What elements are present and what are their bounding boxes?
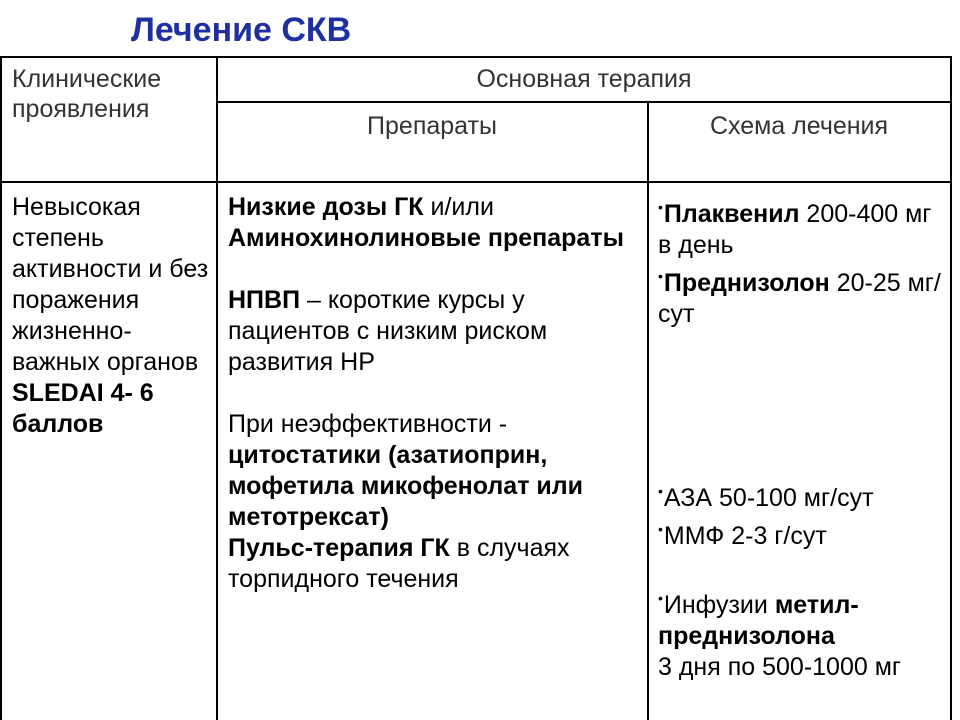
bullet-icon: • <box>658 199 663 215</box>
scheme-item-plaquenil <box>658 192 946 261</box>
scheme-item-mmf <box>658 514 946 552</box>
header-sub-divider <box>216 101 952 103</box>
header-therapy: Основная терапия <box>476 65 692 93</box>
table-right-border <box>950 56 952 720</box>
page-title: Лечение СКВ <box>131 11 352 49</box>
low-dose-gk: Низкие дозы ГК <box>228 193 424 221</box>
bullet-icon: • <box>658 268 663 284</box>
pulse-therapy-text: в случаях торпидного течения <box>228 534 570 593</box>
bullet-icon: • <box>658 521 663 537</box>
header-drugs: Препараты <box>367 112 497 140</box>
scheme-item-infusion <box>658 583 946 652</box>
clinical-text: Невысокая степень активности и без поражения жизненно-важных органов <box>12 193 209 376</box>
infusion-dose: 3 дня по 500-1000 мг <box>658 653 902 681</box>
bullet-icon: • <box>658 590 663 606</box>
aza-dose: АЗА 50-100 мг/сут <box>663 484 874 512</box>
mmf-dose: ММФ 2-3 г/сут <box>663 522 827 550</box>
nsaid-label: НПВП <box>228 286 301 314</box>
column-divider-2 <box>647 101 649 720</box>
header-scheme: Схема лечения <box>709 112 889 140</box>
plaquenil-dose: 200-400 мг в день <box>658 200 932 259</box>
plaquenil-label: Плаквенил <box>663 200 800 228</box>
drugs-para-2 <box>228 285 642 378</box>
nsaid-text: – короткие курсы у пациентов с низким риском развития НР <box>228 286 548 376</box>
methylprednisolone-label: метил-преднизолона <box>658 591 859 650</box>
table-left-border <box>0 56 2 720</box>
aminoquinoline-drugs: Аминохинолиновые препараты <box>228 224 624 252</box>
prednisolone-label: Преднизолон <box>663 269 830 297</box>
drugs-cell <box>228 192 642 595</box>
scheme-cell-top <box>658 192 946 330</box>
infusion-label: Инфузии <box>663 591 775 619</box>
prednisolone-dose: 20-25 мг/сут <box>658 269 941 328</box>
header-bottom-border <box>0 181 952 183</box>
sledai-score: SLEDAI 4- 6 баллов <box>12 379 154 438</box>
and-or-text: и/или <box>423 193 494 221</box>
drugs-para-1 <box>228 192 642 254</box>
table-top-border <box>0 56 952 58</box>
pulse-therapy-label: Пульс-терапия ГК <box>228 534 450 562</box>
inefficiency-text: При неэффективности - <box>228 410 508 438</box>
scheme-item-prednisolone <box>658 261 946 330</box>
column-divider-1 <box>216 56 218 720</box>
scheme-item-aza <box>658 476 946 514</box>
drugs-para-4 <box>228 533 642 595</box>
bullet-icon: • <box>658 483 663 499</box>
drugs-para-3 <box>228 409 642 533</box>
clinical-cell <box>12 192 210 440</box>
cytostatics: цитостатики (азатиоприн, мофетила микофенолат или метотрексат) <box>228 441 584 531</box>
scheme-cell-bottom <box>658 476 946 683</box>
header-clinical: Клинические проявления <box>12 65 162 123</box>
